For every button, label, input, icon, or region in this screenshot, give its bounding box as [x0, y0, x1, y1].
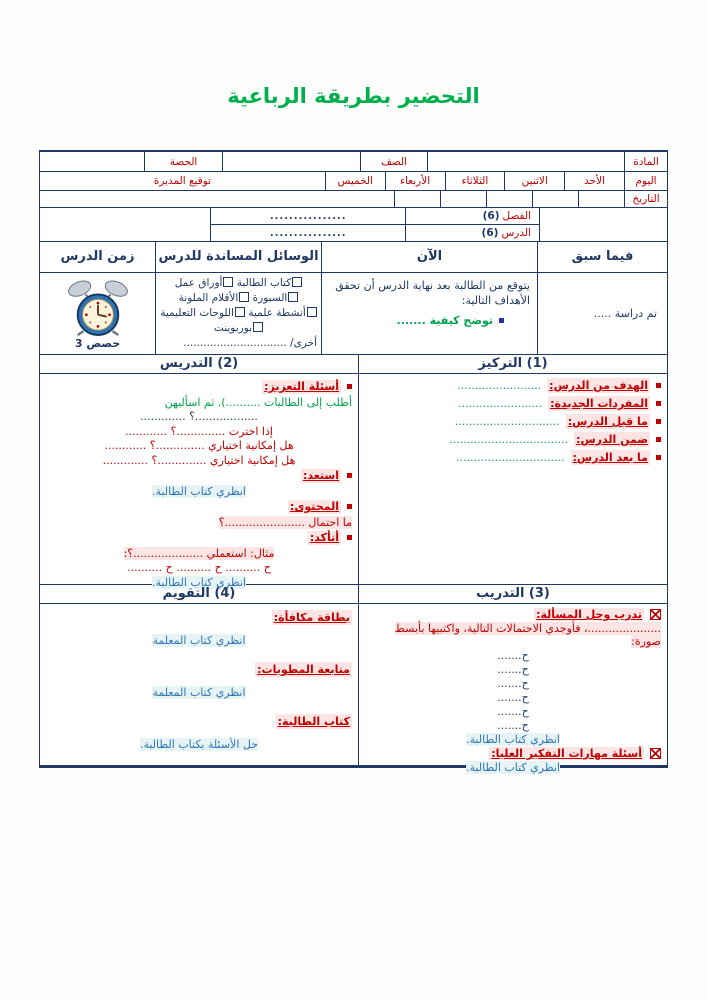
dates-row	[40, 191, 667, 208]
class-value-cell[interactable]	[222, 152, 360, 171]
aid-item	[179, 292, 250, 304]
previous-cell	[537, 273, 667, 354]
duration-cell	[40, 273, 155, 354]
section-text: هل إمكانية اختياري ..............؟ .............	[102, 453, 296, 467]
square-bullet-icon	[656, 419, 661, 424]
section-label: ما قبل الدرس:	[567, 415, 648, 428]
section-text: أطلب إلى الطالبات ..........). ثم اسأليهن	[164, 395, 352, 409]
section-text: هل إمكانية اختياري ..............؟ ............	[104, 439, 294, 452]
aid-item	[248, 307, 316, 319]
section-text: انظري كتاب الطالبة.	[466, 761, 560, 774]
section-label: تدرب وحل المسألة:	[536, 608, 642, 621]
section-text: انظري كتاب المعلمة	[152, 634, 246, 647]
duration-value: 3 حصص	[74, 336, 121, 350]
section-text: .....................، فأوجدي الاحتمالات التالية، واكتبيها بأبسط صورة:	[394, 622, 661, 648]
chapter-number: (6)	[482, 210, 500, 222]
subject-value-cell[interactable]	[427, 152, 624, 171]
section-label-line	[365, 450, 661, 465]
section-text-line	[365, 705, 661, 718]
section-text: ..................؟ .............	[140, 410, 258, 423]
dotted-blank: ........................	[457, 379, 542, 392]
section-text: ح .......... ح .......... ح ..........	[127, 561, 271, 574]
lesson-row	[211, 225, 539, 241]
section-label-line	[46, 469, 352, 483]
section-headers-3-4	[40, 585, 667, 604]
section-label: استعد:	[302, 469, 339, 482]
section-text-line	[46, 410, 352, 424]
date-value-cell[interactable]	[486, 191, 532, 207]
square-bullet-icon	[499, 318, 504, 323]
aid-item-label: كتاب الطالبة	[236, 277, 292, 289]
section-label: أتأكد:	[309, 531, 339, 544]
signature-label: توقيع المديرة	[153, 175, 212, 187]
section-text-line	[365, 733, 661, 746]
section-text-line	[365, 663, 661, 676]
overview-content-row	[40, 273, 667, 355]
overview-header-row	[40, 242, 667, 273]
lesson-number: (6)	[481, 227, 499, 239]
subject-row	[40, 152, 667, 172]
objective-line	[329, 314, 530, 327]
day-header: الثلاثاء	[445, 172, 505, 190]
checkbox-icon[interactable]	[239, 292, 249, 302]
subject-label: المادة	[624, 152, 667, 171]
section-bodies-3-4	[40, 604, 667, 774]
section-label: متابعة المطويات:	[257, 663, 350, 676]
section-headers-1-2	[40, 355, 667, 374]
aid-item	[214, 322, 263, 334]
section-label: أسئلة التعزيز:	[264, 380, 339, 393]
class-label: الصف	[360, 152, 427, 171]
section-bodies-1-2	[40, 374, 667, 589]
section-text-line	[46, 633, 352, 648]
square-bullet-icon	[656, 437, 661, 442]
day-header: الاثنين	[504, 172, 564, 190]
checkbox-icon[interactable]	[253, 322, 263, 332]
section-text-line	[46, 485, 352, 499]
now-cell	[321, 273, 537, 354]
section-text: انظري كتاب المعلمة	[152, 686, 246, 699]
square-bullet-icon	[347, 504, 352, 509]
section-text: مثال: استعملي ....................؟:	[123, 546, 275, 560]
section-text-line	[46, 547, 352, 561]
period-value-cell[interactable]	[40, 152, 144, 171]
section-text-line	[46, 454, 352, 468]
day-header: الخميس	[325, 172, 385, 190]
section-text-line	[46, 737, 352, 752]
date-value-cell[interactable]	[532, 191, 578, 207]
section-label-line	[46, 662, 352, 677]
evaluation-body	[40, 604, 358, 765]
aid-item	[237, 277, 303, 289]
section-text-line	[46, 425, 352, 439]
section-text-line	[365, 622, 661, 648]
chapter-dots: ................	[269, 210, 347, 222]
section-text: إذا اخترت ..............؟ ............	[125, 424, 273, 438]
aid-item-label: السبورة	[252, 292, 288, 304]
section-label: أسئلة مهارات التفكير العليا:	[491, 747, 642, 760]
section-label: الهدف من الدرس:	[549, 379, 648, 392]
section-text-line	[46, 685, 352, 700]
section-text: ح.......	[497, 705, 529, 718]
date-value-cell[interactable]	[394, 191, 440, 207]
aid-item-label: الأقلام الملونة	[178, 292, 239, 304]
section-label-line	[365, 396, 661, 411]
date-value-cell[interactable]	[440, 191, 486, 207]
checkbox-icon[interactable]	[288, 292, 298, 302]
section-label-line	[46, 610, 352, 625]
day-header: الأحد	[564, 172, 624, 190]
signature-value-cell[interactable]	[40, 191, 395, 207]
square-bullet-icon	[347, 384, 352, 389]
section-text-line	[365, 677, 661, 690]
section-label-line	[365, 747, 661, 760]
lesson-plan-table	[39, 150, 668, 774]
section-label: ضمن الدرس:	[576, 433, 648, 446]
section-label: كتاب الطالبة:	[277, 715, 350, 728]
square-bullet-icon	[656, 383, 661, 388]
section-label-line	[365, 608, 661, 621]
aid-item-label: بوربوينت	[213, 322, 253, 334]
lesson-dots: ................	[269, 227, 347, 239]
checkbox-icon[interactable]	[307, 307, 317, 317]
duration-header: زمن الدرس	[60, 249, 135, 264]
section-text: انظري كتاب الطالبة.	[152, 575, 246, 589]
training-header: (3) التدريب	[358, 585, 667, 603]
section-label-line	[46, 500, 352, 514]
aid-item-label: اللوحات التعليمية	[160, 307, 235, 319]
section-text-line	[46, 561, 352, 575]
aid-item	[175, 277, 234, 289]
section-label-line	[46, 380, 352, 394]
chapter-lesson-stack	[210, 208, 539, 241]
section-label: المفردات الجديدة:	[550, 397, 648, 410]
page-title: التحضير بطريقة الرباعية	[227, 84, 480, 108]
section-text: ما احتمال .......................؟	[218, 515, 352, 529]
aid-item-label: أنشطة علمية	[248, 307, 306, 319]
date-value-cell[interactable]	[578, 191, 624, 207]
x-checkbox-icon[interactable]	[650, 748, 661, 759]
section-text-line	[46, 396, 352, 410]
days-row	[40, 172, 667, 191]
section-text: انظري كتاب الطالبة.	[466, 733, 560, 746]
aid-item	[160, 307, 245, 319]
section-text: انظري كتاب الطالبة.	[152, 484, 246, 498]
section-text-line	[46, 439, 352, 453]
day-headers	[325, 172, 624, 190]
objective-text: توضح كيفية .......	[396, 314, 493, 327]
aid-item	[253, 292, 299, 304]
now-header: الآن	[321, 242, 537, 272]
chapter-row	[211, 208, 539, 225]
section-text: ح.......	[497, 719, 529, 732]
section-label-line	[46, 531, 352, 545]
square-bullet-icon	[656, 455, 661, 460]
lesson-label-cell	[405, 225, 539, 241]
day-header: الأربعاء	[385, 172, 445, 190]
square-bullet-icon	[656, 401, 661, 406]
dotted-blank: ..................................	[449, 433, 569, 446]
section-label: بطاقة مكافأة:	[273, 611, 350, 624]
previous-content: تم دراسة .....	[593, 307, 657, 320]
dotted-blank: ........................	[458, 397, 543, 410]
chapter-lesson-rows	[40, 208, 667, 242]
previous-header: فيما سبق	[537, 242, 667, 272]
checkbox-icon[interactable]	[223, 277, 233, 287]
aid-item-label: أوراق عمل	[174, 277, 223, 289]
aids-header: الوسائل المساندة للدرس	[155, 242, 321, 272]
section-text: ح.......	[497, 691, 529, 704]
x-checkbox-icon[interactable]	[650, 609, 661, 620]
chapter-label: الفصل	[502, 210, 531, 222]
date-label: التاريخ	[624, 191, 667, 207]
section-text: ح.......	[497, 663, 529, 676]
empty-cell-right	[539, 208, 667, 241]
checkbox-icon[interactable]	[235, 307, 245, 317]
alarm-clock-illustration	[59, 278, 137, 336]
section-text-line	[365, 649, 661, 662]
section-text: ح.......	[497, 677, 529, 690]
aids-checkbox-list	[160, 277, 317, 334]
checkbox-icon[interactable]	[292, 277, 302, 287]
section-text-line	[365, 719, 661, 732]
square-bullet-icon	[347, 473, 352, 478]
dotted-blank: ..............................	[454, 415, 560, 428]
section-label: ما بعد الدرس:	[572, 451, 648, 464]
square-bullet-icon	[347, 535, 352, 540]
teaching-header: (2) التدريس	[159, 356, 239, 371]
aids-cell	[155, 273, 321, 354]
aids-other: أخرى/ ...............................	[183, 337, 317, 349]
chapter-label-cell	[405, 208, 539, 224]
lesson-label: الدرس	[501, 227, 531, 239]
section-label: المحتوى:	[289, 500, 339, 513]
section-text-line	[46, 516, 352, 530]
day-label: اليوم	[624, 172, 667, 190]
section-text: ح.......	[497, 649, 529, 662]
section-text-line	[365, 761, 661, 774]
section-text-line	[365, 691, 661, 704]
empty-cell-left	[40, 208, 210, 241]
dotted-blank: ...............................	[456, 451, 565, 464]
date-cells	[395, 191, 625, 207]
now-intro: يتوقع من الطالبة بعد نهاية الدرس أن تحقق الأهداف التالية:	[335, 279, 530, 307]
section-label-line	[365, 414, 661, 429]
section-text: حل الأسئلة بكتاب الطالبة.	[139, 738, 259, 751]
teaching-body	[40, 374, 358, 589]
section-label-line	[365, 378, 661, 393]
focus-body	[358, 374, 667, 584]
period-label: الحصة	[144, 152, 222, 171]
evaluation-header: (4) التقويم	[162, 586, 236, 601]
section-label-line	[365, 432, 661, 447]
section-label-line	[46, 714, 352, 729]
focus-header: (1) التركيز	[358, 355, 667, 373]
training-body	[358, 604, 667, 774]
